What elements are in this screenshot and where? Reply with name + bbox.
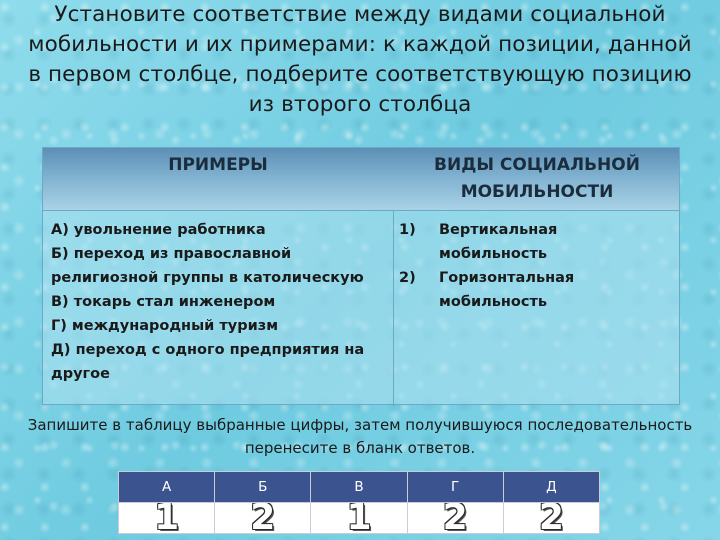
task-title: Установите соответствие между видами социальной мобильности и их примерами: к каждой позиции, данной в первом столбце, подберите соответствующую позицию из второго столбца	[28, 2, 692, 117]
instruction-text: Запишите в таблицу выбранные цифры, затем получившуюся последовательность перенесите в бланк ответов.	[27, 416, 693, 457]
mobility-type-text: мобильность	[439, 294, 548, 310]
examples-header: ПРИМЕРЫ	[168, 155, 268, 175]
example-line: В) токарь стал инженером	[51, 294, 276, 310]
answer-letter-cell: В	[311, 472, 407, 503]
mobility-type-text: Вертикальная	[439, 222, 558, 238]
example-line: А) увольнение работника	[51, 222, 266, 238]
mobility-types-list	[399, 218, 675, 314]
answer-digit-cell[interactable]: 1	[311, 503, 407, 534]
example-line: религиозной группы в католическую	[51, 270, 364, 286]
mobility-type-line	[399, 290, 675, 314]
answer-digits-row	[119, 503, 600, 534]
column-divider	[393, 210, 394, 406]
answer-letter-cell: А	[119, 472, 215, 503]
answer-letter-cell: Д	[503, 472, 599, 503]
answer-letter-cell: Б	[215, 472, 311, 503]
mobility-type-number: 2)	[399, 270, 416, 286]
answer-table	[118, 471, 600, 534]
example-line: Г) международный туризм	[51, 318, 279, 334]
mobility-type-line	[399, 242, 675, 266]
matching-table	[42, 147, 680, 405]
answer-letter-cell: Г	[407, 472, 503, 503]
answer-digit-cell[interactable]: 1	[119, 503, 215, 534]
example-line: Б) переход из православной	[51, 246, 292, 262]
mobility-types-header: ВИДЫ СОЦИАЛЬНОЙ МОБИЛЬНОСТИ	[434, 155, 640, 202]
mobility-type-text: мобильность	[439, 246, 548, 262]
answer-digit-cell[interactable]: 2	[215, 503, 311, 534]
example-line: другое	[51, 366, 110, 382]
mobility-type-line	[399, 266, 675, 290]
answer-letters-row	[119, 472, 600, 503]
mobility-type-text: Горизонтальная	[439, 270, 575, 286]
answer-digit-cell[interactable]: 2	[503, 503, 599, 534]
matching-table-header	[43, 148, 679, 211]
mobility-type-number: 1)	[399, 222, 416, 238]
answer-digit-cell[interactable]: 2	[407, 503, 503, 534]
mobility-type-line	[399, 218, 675, 242]
examples-list	[51, 218, 387, 386]
example-line: Д) переход с одного предприятия на	[51, 342, 365, 358]
